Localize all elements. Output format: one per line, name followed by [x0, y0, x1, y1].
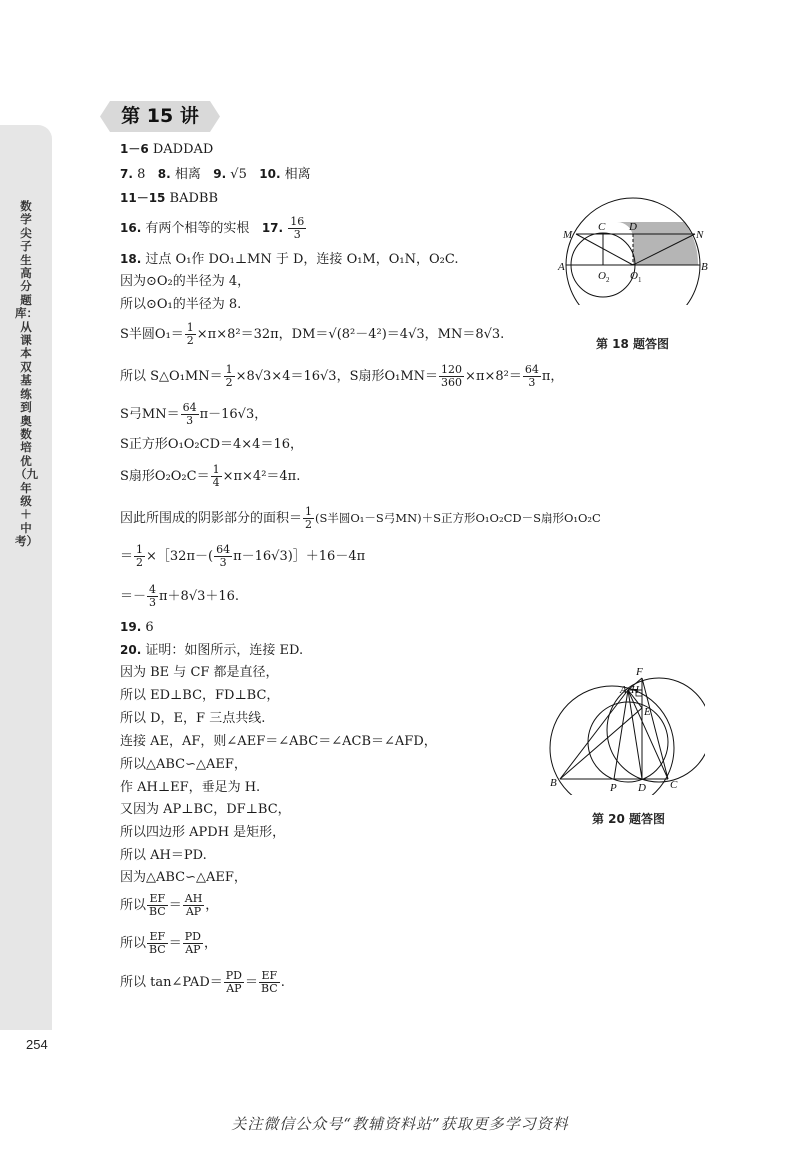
svg-text:B: B: [701, 261, 708, 273]
answer-line: 7. 8 8. 相离 9. √5 10. 相离: [120, 167, 311, 182]
lecture-title-text: 第 15 讲: [121, 105, 199, 127]
sidebar-book-title: 数学尖子生高分题库：从课本双基练到奥数培优（九年级＋中考）: [15, 199, 38, 549]
answer-line: 所以 $\frac{EF}{BC}$ ＝ $\frac{AH}{AP}$ ，: [120, 892, 219, 918]
answer-line: 因为△ABC∽△AEF，: [120, 870, 247, 885]
answer-line: S扇形O₂O₂C＝ $\frac{1}{4}$ ×π×4²＝4π.: [120, 463, 301, 489]
answer-line: 连接 AE，AF，则∠AEF＝∠ABC＝∠ACB＝∠AFD，: [120, 734, 437, 749]
answer-line: S弓MN＝ $\frac{64}{3}$ π－16√3，: [120, 401, 268, 427]
answer-line: 所以 ED⊥BC，FD⊥BC，: [120, 688, 280, 703]
answer-line: 20. 证明：如图所示，连接 ED.: [120, 643, 304, 658]
answer-line: S正方形O₁O₂CD＝4×4＝16，: [120, 437, 303, 452]
svg-text:D: D: [638, 782, 646, 794]
svg-text:O: O: [598, 270, 606, 282]
svg-text:B: B: [550, 777, 557, 789]
answer-line: 所以⊙O₁的半径为 8.: [120, 297, 242, 312]
answer-line: 18. 过点 O₁作 DO₁⊥MN 于 D，连接 O₁M，O₁N，O₂C.: [120, 252, 459, 267]
answer-line: 所以 S△O₁MN＝ $\frac{1}{2}$ ×8√3×4＝16√3，S扇形O₁MN＝ $\frac{120}{360}$ ×π×8²＝ $\frac{64}{3}$ π，: [120, 363, 564, 389]
svg-text:O: O: [630, 270, 638, 282]
answer-line: 因此所围成的阴影部分的面积＝ $\frac{1}{2}$ (S半圆O₁－S弓MN)＋S正方形O₁O₂CD－S扇形O₁O₂C: [120, 505, 601, 531]
svg-text:H: H: [631, 684, 639, 696]
svg-text:D: D: [629, 221, 637, 233]
answer-line: 11－15 BADBB: [120, 191, 219, 206]
figure-18-diagram: [555, 195, 715, 305]
page-number: 254: [26, 1037, 48, 1052]
answer-line: 因为 BE 与 CF 都是直径，: [120, 665, 279, 680]
answer-line: S半圆O₁＝ $\frac{1}{2}$ ×π×8²＝32π，DM＝√(8²－4²)＝4√3，MN＝8√3.: [120, 321, 505, 347]
figure-18-caption: 第 18 题答图: [596, 337, 670, 351]
footer-watermark: 关注微信公众号“教辅资料站”获取更多学习资料: [231, 1115, 569, 1133]
svg-text:F: F: [636, 666, 643, 678]
svg-text:N: N: [696, 229, 704, 241]
answer-line: 所以 AH＝PD.: [120, 848, 207, 863]
svg-text:2: 2: [606, 276, 610, 284]
answer-line: 因为⊙O₂的半径为 4，: [120, 274, 251, 289]
svg-text:C: C: [670, 779, 678, 791]
answer-line: 所以四边形 APDH 是矩形，: [120, 825, 286, 840]
answer-line: 作 AH⊥EF，垂足为 H.: [120, 780, 261, 795]
figure-20-caption: 第 20 题答图: [592, 812, 666, 826]
fig20-circle-be: [588, 702, 668, 782]
answer-line: 又因为 AP⊥BC，DF⊥BC，: [120, 802, 291, 817]
answer-line: ＝ $\frac{1}{2}$ ×［32π－( $\frac{64}{3}$ π－16√3)］＋16－4π: [120, 543, 366, 569]
answer-line: ＝－ $\frac{4}{3}$ π＋8√3＋16.: [120, 583, 240, 609]
svg-text:A: A: [620, 684, 627, 696]
lecture-title: [100, 101, 220, 132]
answer-line: 所以△ABC∽△AEF，: [120, 757, 247, 772]
figure-20-diagram: [545, 665, 705, 795]
answer-line: 1－6 DADDAD: [120, 142, 214, 157]
answer-line: 所以 $\frac{EF}{BC}$ ＝ $\frac{PD}{AP}$ ，: [120, 930, 217, 956]
answer-line: 19. 6: [120, 620, 154, 635]
svg-text:C: C: [598, 221, 606, 233]
svg-text:E: E: [644, 706, 651, 718]
answer-line: 16. 有两个相等的实根 17. $\frac{16}{3}$: [120, 215, 305, 241]
svg-text:A: A: [558, 261, 565, 273]
answer-line: 所以 D，E，F 三点共线.: [120, 711, 266, 726]
svg-text:1: 1: [638, 276, 642, 284]
svg-text:P: P: [610, 782, 617, 794]
answer-line: 所以 tan∠PAD＝ $\frac{PD}{AP}$ ＝ $\frac{EF}{BC}$ .: [120, 969, 285, 995]
svg-text:M: M: [563, 229, 573, 241]
